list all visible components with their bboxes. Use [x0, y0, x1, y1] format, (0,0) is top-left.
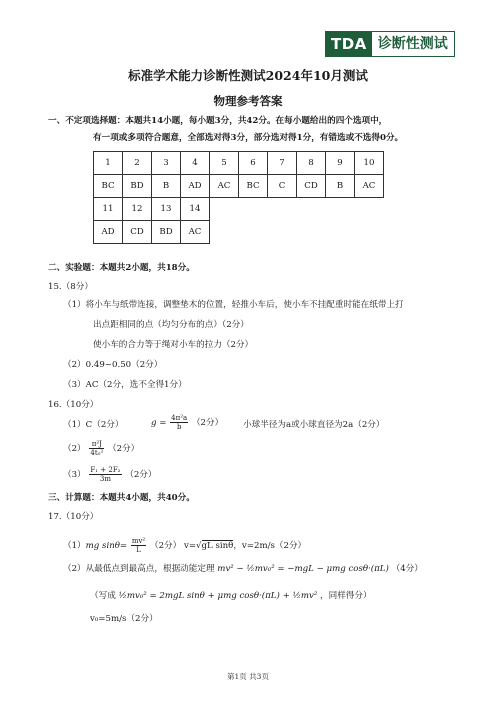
q15-part3: （3）AC（2分，选不全得1分）: [63, 380, 187, 390]
question-number-cell: 3: [152, 152, 181, 175]
q16-part1-formula: [151, 414, 223, 431]
q16-part1: [63, 419, 123, 431]
q17-part4: v₀=5m/s（2分）: [90, 614, 158, 624]
question-number-cell: 11: [94, 198, 123, 221]
document-subtitle: 物理参考答案: [213, 94, 283, 108]
question-number-cell: 6: [239, 152, 268, 175]
q16-heading: 16.（10分）: [48, 400, 99, 410]
q17-part1: [63, 537, 306, 554]
q16-formula-numerator: 4π²a: [171, 414, 188, 422]
question-number-cell: 2: [123, 152, 152, 175]
answer-cell: CD: [297, 175, 326, 198]
answer-cell: BD: [123, 175, 152, 198]
q15-part2: （2）0.49~0.50（2分）: [63, 360, 163, 370]
q16-part2: [63, 440, 139, 457]
q17-part3-end: ，同样得分）: [320, 591, 372, 601]
question-number-cell: 14: [181, 198, 210, 221]
answer-cell: AD: [181, 175, 210, 198]
q17-part1-mid: （2分） v=: [149, 541, 197, 551]
q16-formula-score: （2分）: [191, 418, 224, 428]
logo-name: 诊断性测试: [372, 32, 454, 56]
section2-heading: 二、实验题：本题共2小题，共18分。: [48, 263, 195, 273]
answer-row-answers-2: [94, 221, 384, 244]
q16-part2-numerator: π²J: [89, 440, 104, 449]
q17-part2: [63, 563, 423, 575]
section1-line1: 一、不定项选择题：本题共14小题，每小题3分，共42分。在每小题给出的四个选项中，: [48, 116, 388, 126]
answer-cell: AC: [210, 175, 239, 198]
q16-part3-fraction: [89, 466, 121, 483]
question-number-cell: 8: [297, 152, 326, 175]
q16-part3: [63, 466, 156, 483]
q17-part2-text: （2）从最低点到最高点，根据动能定理: [63, 564, 215, 574]
q15-part1-b: 出点距相同的点（均匀分布的点）（2分）: [93, 320, 249, 330]
q16-part2-fraction: [89, 440, 104, 457]
answer-row-numbers-1: [94, 152, 384, 175]
q17-part1-sqrt: gL sinθ: [201, 541, 234, 551]
page-footer: 第1页 共3页: [227, 672, 269, 681]
q16-part3-prefix: （3）: [63, 470, 86, 480]
q17-part1-fraction: [131, 537, 146, 554]
q16-part1-prefix: （1）C（2分）: [63, 420, 124, 430]
q17-part1-numerator: mv²: [131, 537, 146, 545]
q16-part3-numerator: F₁ + 2F₂: [90, 466, 121, 474]
question-number-cell: 4: [181, 152, 210, 175]
question-number-cell: 10: [355, 152, 384, 175]
q15-part1-a: （1）将小车与纸带连接，调整垫木的位置，轻推小车后，使小车不挂配重时能在纸带上打: [63, 300, 404, 310]
section1-line2: 有一项或多项符合题意，全部选对得3分，部分选对得1分，有错选或不选得0分。: [93, 133, 404, 143]
brand-logo: [325, 31, 455, 57]
answer-cell: B: [326, 175, 355, 198]
answer-cell: AD: [94, 221, 123, 244]
answer-cell: BD: [152, 221, 181, 244]
question-number-cell: 12: [123, 198, 152, 221]
q17-part2-eq: mv² − ½mv₀² = −mgL − μmg cosθ·(πL): [217, 564, 389, 574]
q16-part1-note: 小球半径为a或小球直径为2a（2分）: [243, 420, 385, 430]
q16-part2-score: （2分）: [108, 444, 140, 454]
answer-row-numbers-2: [94, 198, 384, 221]
answer-cell: CD: [123, 221, 152, 244]
q17-part1-eq: mg sinθ=: [85, 541, 128, 551]
question-number-cell: 13: [152, 198, 181, 221]
q17-part1-end: ，v=2m/s（2分）: [233, 541, 307, 551]
answer-cell: BC: [94, 175, 123, 198]
answer-cell: B: [152, 175, 181, 198]
q17-part3-text: （写成: [90, 591, 116, 601]
q16-formula-denominator: b: [176, 423, 182, 431]
question-number-cell: 7: [268, 152, 297, 175]
q17-part1-denominator: L: [136, 546, 141, 554]
answer-cell: AC: [355, 175, 384, 198]
sqrt-symbol: √: [196, 541, 202, 551]
question-number-cell: 9: [326, 152, 355, 175]
q17-part2-score: （4分）: [391, 564, 423, 574]
answer-cell: C: [268, 175, 297, 198]
section3-heading: 三、计算题：本题共4小题，共40分。: [48, 493, 195, 503]
answer-table: [93, 151, 384, 244]
q16-g-symbol: g =: [151, 418, 167, 428]
q15-heading: 15.（8分）: [48, 282, 93, 292]
question-number-cell: 1: [94, 152, 123, 175]
q17-part1-prefix: （1）: [63, 541, 86, 551]
q16-part3-denominator: 3m: [99, 475, 111, 483]
q17-heading: 17.（10分）: [48, 512, 99, 522]
q15-part1-c: 使小车的合力等于绳对小车的拉力（2分）: [93, 340, 254, 350]
question-number-cell: 5: [210, 152, 239, 175]
document-title: 标准学术能力诊断性测试2024年10月测试: [128, 68, 368, 83]
logo-tda: TDA: [326, 32, 372, 56]
answer-cell: BC: [239, 175, 268, 198]
q16-part2-denominator: 4t₀²: [90, 449, 104, 457]
q17-part3: [90, 590, 372, 602]
answer-row-answers-1: [94, 175, 384, 198]
q16-formula-fraction: [170, 414, 188, 431]
answer-cell: AC: [181, 221, 210, 244]
q17-part3-eq: ½mv₀² = 2mgL sinθ + μmg cosθ·(πL) + ½mv²: [118, 591, 318, 601]
q16-part2-prefix: （2）: [63, 444, 86, 454]
q16-part3-score: （2分）: [125, 470, 157, 480]
